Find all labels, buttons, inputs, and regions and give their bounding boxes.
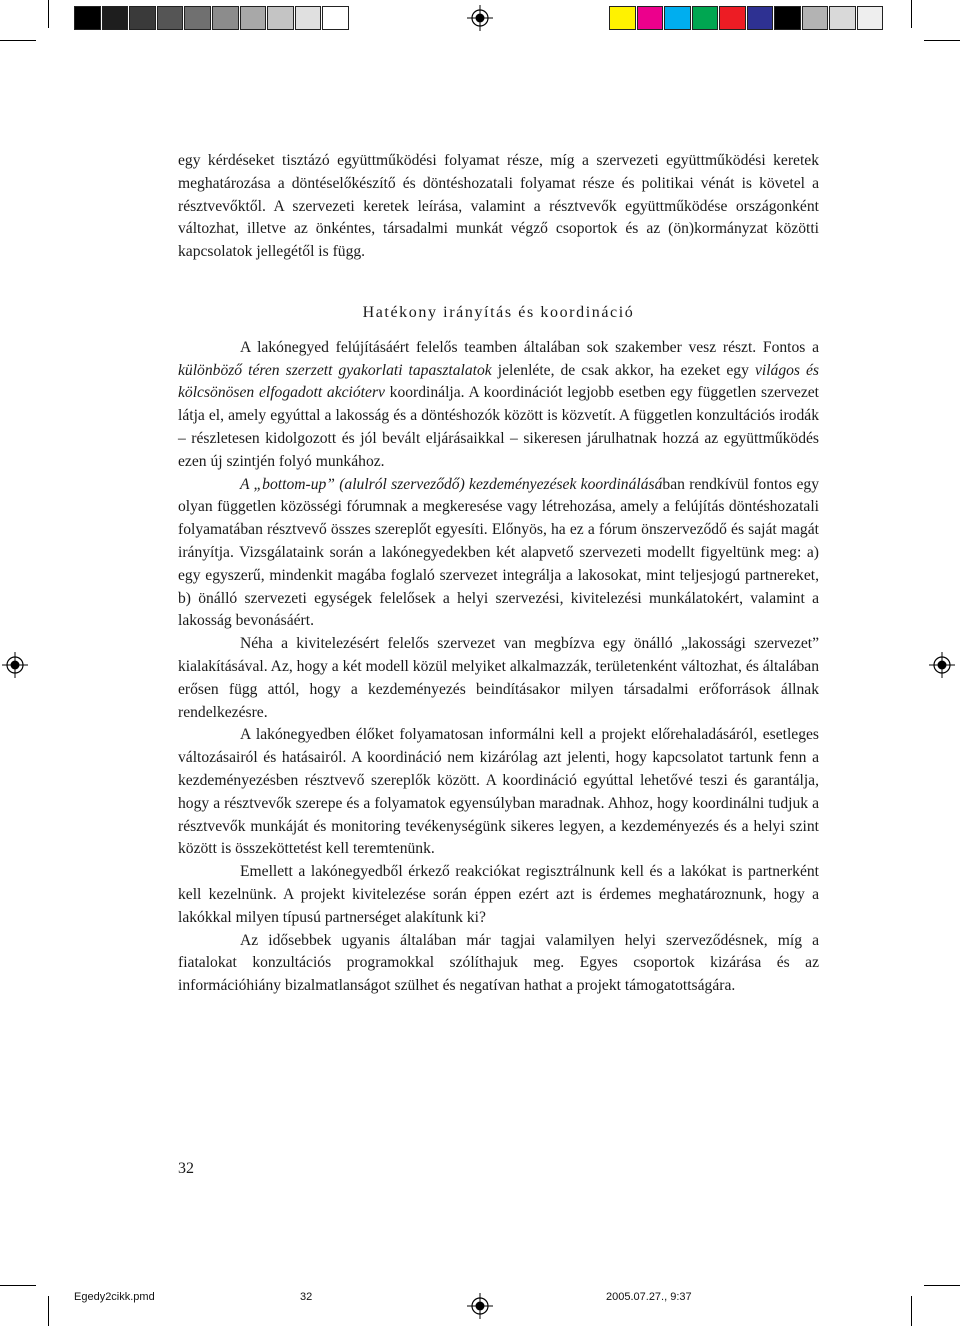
registration-mark-icon bbox=[929, 652, 955, 678]
crop-mark bbox=[0, 1285, 36, 1286]
calibration-swatch bbox=[212, 6, 239, 30]
paragraph: Néha a kivitelezésért felelős szervezet van megbízva egy önálló „lakossági szervezet” kialakításával. Az, hogy a két modell közül melyiket alkalmazzák, területenként változhat, és általában erősen függ attól, hogy a kezdeményezés beindításakor milyen társadalmi erőforrások állnak rendelkezésre. bbox=[178, 635, 819, 721]
calibration-swatch bbox=[74, 6, 101, 30]
page-number: 32 bbox=[178, 1160, 194, 1177]
calibration-swatch bbox=[129, 6, 156, 30]
calibration-swatch bbox=[609, 6, 636, 30]
calibration-swatch bbox=[157, 6, 184, 30]
paragraph: A lakónegyed felújításáért felelős teamben általában sok szakember vesz részt. Fontos a különböző téren szerzett gyakorlati tapasztalatok jelenléte, de csak akkor, ha ezeket egy világos és kölcsönösen elfogadott akcióterv koordinálja. A koordinációt legjobb esetben egy független szervezet látja el, amely egyúttal a lakosság és a döntéshozók között is közvetít. A független konzultációs irodák – részletesen kidolgozott és jól bevált eljárásaikkal – sikeresen járulhatnak hozzá az együttműködés ezen új szintjén folyó munkához. bbox=[178, 338, 820, 470]
paragraph: egy kérdéseket tisztázó együttműködési folyamat része, míg a szervezeti együttműködési keretek meghatározása a döntéselőkészítő és döntéshozatali folyamat része és politikai vénát is követel a résztvevőktől. A szervezeti keretek leírása, valamint a résztvevők együttműködése országonként változhat, illetve az önkéntes, társadalmi munkát végző csoportok és az (ön)kormányzat közötti kapcsolatok jellegétől is függ. bbox=[178, 152, 819, 261]
paragraph: Az idősebbek ugyanis általában már tagjai valamilyen helyi szerveződésnek, míg a fiatalokat konzultációs programokkal szólíthajuk meg. Egyes csoportok kizárása és az információhiány bizalmatlanságot szülhet és negatívan hathat a projekt támogatottságára. bbox=[178, 931, 819, 995]
calibration-swatch bbox=[829, 6, 856, 30]
crop-mark bbox=[911, 0, 912, 28]
footer-filename: Egedy2cikk.pmd bbox=[74, 1291, 155, 1303]
calibration-swatch bbox=[719, 6, 746, 30]
crop-mark bbox=[924, 40, 960, 41]
paragraph: A „bottom-up” (alulról szerveződő) kezdeményezések koordinálásában rendkívül fontos egy olyan független közösségi fórumnak a megkeresése vagy létrehozása, amely a felújítás döntéshozatali folyamatában résztvevő összes szereplőt egyesíti. Előnyös, ha ez a fórum önszerveződő és saját magát irányítja. Vizsgálataink során a lakónegyedekben két alapvető szervezeti modellt figyeltünk meg: a) egy egyszerű, mindenkit magába foglaló szervezet integrálja a lakosokat, mint teljesjogú partnereket, b) önálló szervezeti egységek felelősek a helyi szervezési, kivitelezési munkálatokért, valamint a lakosság bevonásáért. bbox=[178, 475, 819, 630]
calibration-swatch bbox=[857, 6, 884, 30]
footer-page: 32 bbox=[300, 1291, 313, 1303]
crop-mark bbox=[911, 1296, 912, 1326]
calibration-swatch bbox=[747, 6, 774, 30]
crop-mark bbox=[924, 1285, 960, 1286]
crop-mark bbox=[48, 1296, 49, 1326]
calibration-swatch bbox=[295, 6, 322, 30]
calibration-swatch bbox=[240, 6, 267, 30]
registration-mark-icon bbox=[2, 652, 28, 678]
footer-datetime: 2005.07.27., 9:37 bbox=[606, 1291, 692, 1303]
crop-mark bbox=[48, 0, 49, 28]
calibration-swatch bbox=[102, 6, 129, 30]
calibration-swatch bbox=[637, 6, 664, 30]
section-heading: Hatékony irányítás és koordináció bbox=[362, 303, 635, 321]
calibration-swatch bbox=[802, 6, 829, 30]
calibration-swatch bbox=[184, 6, 211, 30]
paragraph: A lakónegyedben élőket folyamatosan informálni kell a projekt előrehaladásáról, esetleges változásairól és hatásairól. A koordináció nem kizárólag azt jelenti, hogy kapcsolatot tartunk fenn a kezdeményezésben résztvevő szereplők között. A koordináció egyúttal lehetővé teszi és garantálja, hogy a résztvevők szerepe és a folyamatok egyensúlyban maradnak. Ahhoz, hogy koordinálni tudjuk a résztvevők munkáját és monitoring tevékenységünk sikeres legyen, a kezdeményezés és a helyi szint között is összeköttetést kell teremtenünk. bbox=[178, 726, 819, 858]
registration-mark-icon bbox=[467, 1293, 493, 1319]
registration-mark-icon bbox=[467, 5, 493, 31]
crop-mark bbox=[0, 40, 36, 41]
calibration-swatch bbox=[774, 6, 801, 30]
document-body bbox=[178, 150, 819, 998]
calibration-swatch bbox=[692, 6, 719, 30]
calibration-swatch bbox=[322, 6, 349, 30]
paragraph: Emellett a lakónegyedből érkező reakciókat regisztrálnunk kell és a lakókat is partnerként kell kezelnünk. A projekt kivitelezése során éppen ezért azt is érdemes meghatároznunk, hogy a lakókkal milyen típusú partnerséget alakítunk ki? bbox=[178, 863, 819, 926]
calibration-swatch bbox=[267, 6, 294, 30]
calibration-swatch bbox=[664, 6, 691, 30]
